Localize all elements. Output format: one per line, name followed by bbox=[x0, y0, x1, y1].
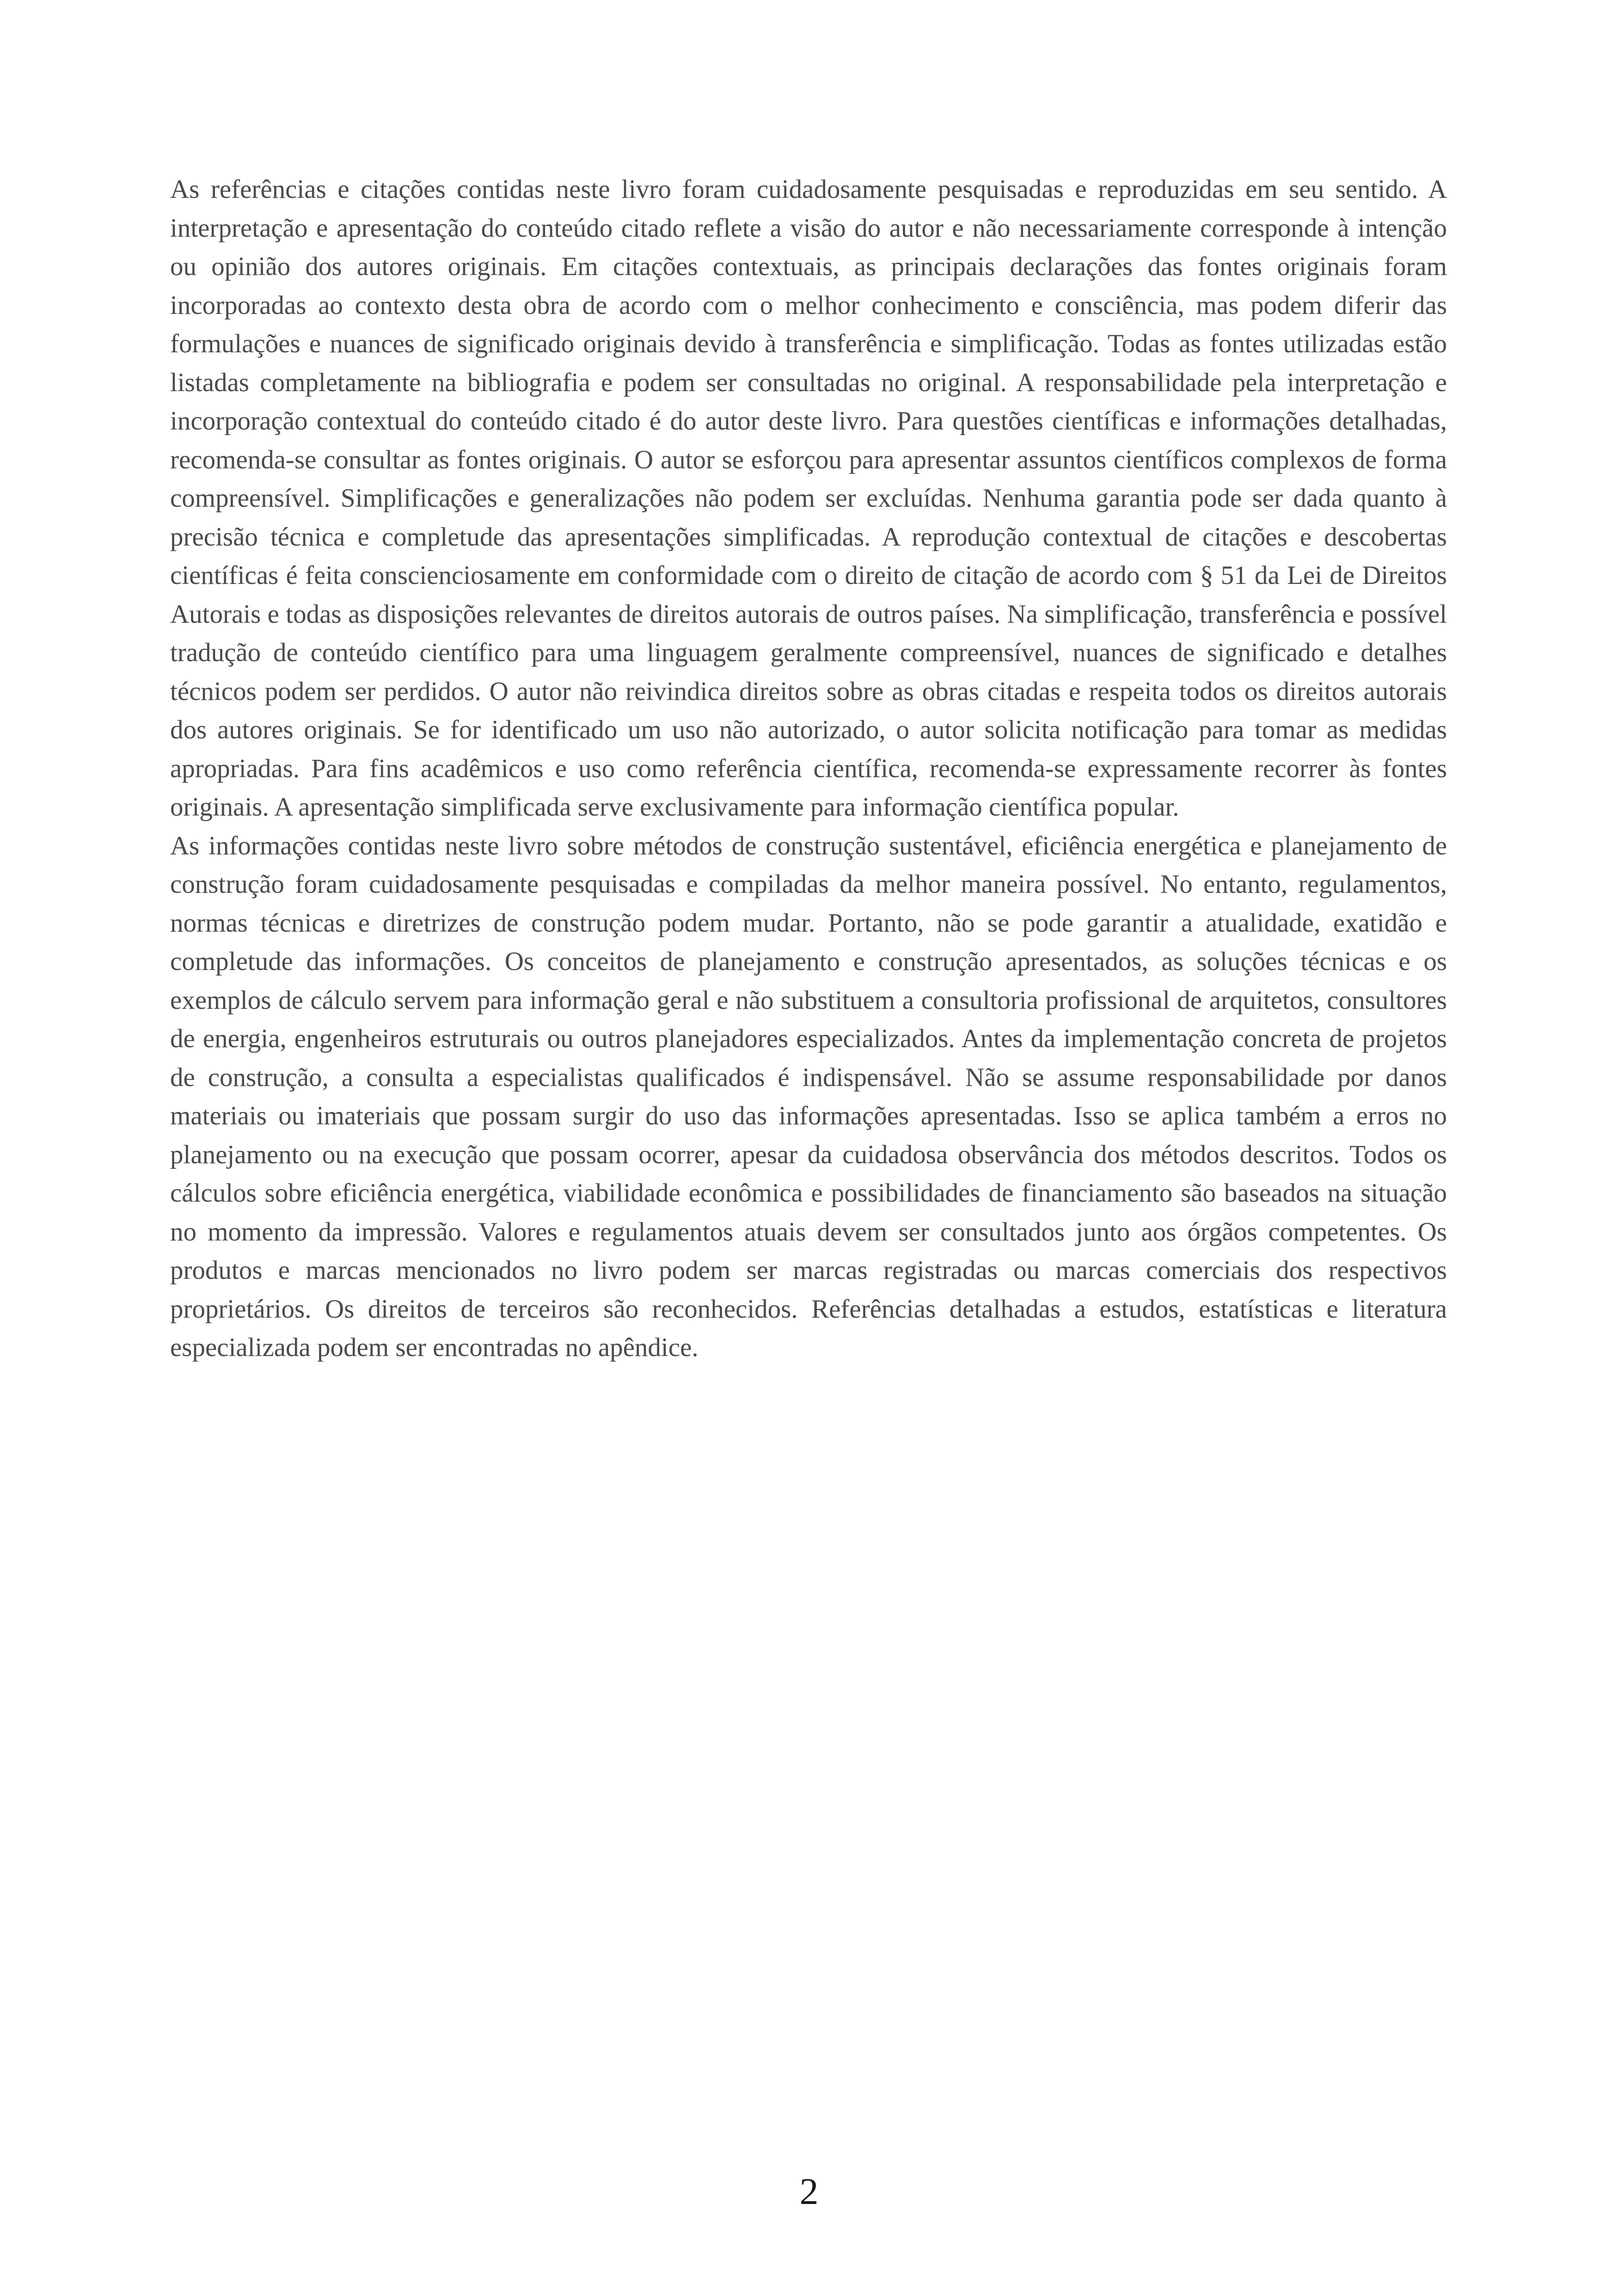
page-number: 2 bbox=[799, 2170, 819, 2212]
paragraph-construction-disclaimer: As informações contidas neste livro sobre métodos de construção sustentável, eficiência energética e planejamento de construção foram cuidadosamente pesquisadas e compiladas da melhor maneira possível. No entanto, regulamentos, normas técnicas e diretrizes de construção podem mudar. Portanto, não se pode garantir a atualidade, exatidão e completude das informações. Os conceitos de planejamento e construção apresentados, as soluções técnicas e os exemplos de cálculo servem para informação geral e não substituem a consultoria profissional de arquitetos, consultores de energia, engenheiros estruturais ou outros planejadores especializados. Antes da implementação concreta de projetos de construção, a consulta a especialistas qualificados é indispensável. Não se assume responsabilidade por danos materiais ou imateriais que possam surgir do uso das informações apresentadas. Isso se aplica também a erros no planejamento ou na execução que possam ocorrer, apesar da cuidadosa observância dos métodos descritos. Todos os cálculos sobre eficiência energética, viabilidade econômica e possibilidades de financiamento são baseados na situação no momento da impressão. Valores e regulamentos atuais devem ser consultados junto aos órgãos competentes. Os produtos e marcas mencionados no livro podem ser marcas registradas ou marcas comerciais dos respectivos proprietários. Os direitos de terceiros são reconhecidos. Referências detalhadas a estudos, estatísticas e literatura especializada podem ser encontradas no apêndice. bbox=[170, 831, 1447, 1362]
paragraph-citations-disclaimer: As referências e citações contidas neste livro foram cuidadosamente pesquisadas e reproduzidas em seu sentido. A interpretação e apresentação do conteúdo citado reflete a visão do autor e não necessariamente corresponde à intenção ou opinião dos autores originais. Em citações contextuais, as principais declarações das fontes originais foram incorporadas ao contexto desta obra de acordo com o melhor conhecimento e consciência, mas podem diferir das formulações e nuances de significado originais devido à transferência e simplificação. Todas as fontes utilizadas estão listadas completamente na bibliografia e podem ser consultadas no original. A responsabilidade pela interpretação e incorporação contextual do conteúdo citado é do autor deste livro. Para questões científicas e informações detalhadas, recomenda-se consultar as fontes originais. O autor se esforçou para apresentar assuntos científicos complexos de forma compreensível. Simplificações e generalizações não podem ser excluídas. Nenhuma garantia pode ser dada quanto à precisão técnica e completude das apresentações simplificadas. A reprodução contextual de citações e descobertas científicas é feita conscienciosamente em conformidade com o direito de citação de acordo com § 51 da Lei de Direitos Autorais e todas as disposições relevantes de direitos autorais de outros países. Na simplificação, transferência e possível tradução de conteúdo científico para uma linguagem geralmente compreensível, nuances de significado e detalhes técnicos podem ser perdidos. O autor não reivindica direitos sobre as obras citadas e respeita todos os direitos autorais dos autores originais. Se for identificado um uso não autorizado, o autor solicita notificação para tomar as medidas apropriadas. Para fins acadêmicos e uso como referência científica, recomenda-se expressamente recorrer às fontes originais. A apresentação simplificada serve exclusivamente para informação científica popular. bbox=[170, 175, 1447, 822]
body-text bbox=[170, 170, 1447, 1367]
